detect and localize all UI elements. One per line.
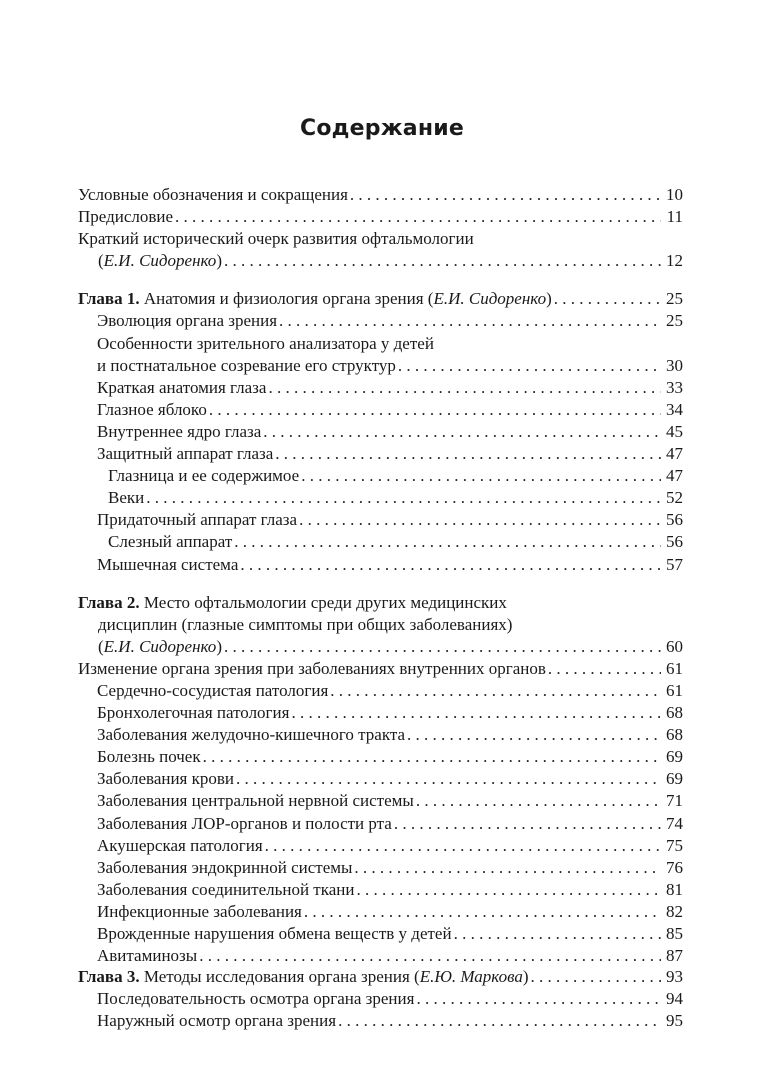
dot-leader bbox=[548, 658, 661, 680]
toc-chapter[interactable] bbox=[78, 288, 683, 310]
dot-leader bbox=[354, 857, 661, 879]
toc-page-number: 25 bbox=[666, 311, 683, 331]
toc-entry[interactable] bbox=[78, 790, 683, 812]
toc-entry[interactable] bbox=[78, 702, 683, 724]
dot-leader bbox=[279, 310, 661, 332]
toc-page-number: 47 bbox=[666, 444, 683, 464]
toc-page-number: 69 bbox=[666, 769, 683, 789]
toc-entry-title: Инфекционные заболевания bbox=[97, 901, 302, 921]
toc-entry[interactable] bbox=[78, 813, 683, 835]
dot-leader bbox=[531, 966, 661, 988]
dot-leader bbox=[398, 355, 661, 377]
toc-entry[interactable] bbox=[78, 658, 683, 680]
toc-entry-title: Особенности зрительного анализатора у детей bbox=[97, 333, 434, 353]
toc-entry-title: Последовательность осмотра органа зрения bbox=[97, 989, 415, 1009]
toc-page-number: 56 bbox=[666, 510, 683, 530]
table-of-contents bbox=[78, 184, 683, 1032]
toc-entry[interactable] bbox=[78, 768, 683, 790]
toc-page-number: 47 bbox=[666, 466, 683, 486]
dot-leader bbox=[416, 988, 661, 1010]
toc-page-number: 68 bbox=[666, 703, 683, 723]
dot-leader bbox=[224, 250, 661, 272]
toc-entry-title: Слезный аппарат bbox=[108, 532, 233, 552]
toc-entry-title: Эволюция органа зрения bbox=[97, 311, 278, 331]
toc-page-number: 74 bbox=[666, 813, 683, 833]
toc-page-number: 75 bbox=[666, 835, 683, 855]
dot-leader bbox=[175, 206, 661, 228]
toc-page-number: 94 bbox=[666, 989, 683, 1009]
dot-leader bbox=[338, 1010, 661, 1032]
toc-entry-title: Краткий исторический очерк развития офтальмологии bbox=[78, 229, 474, 249]
toc-entry-title: Глазница и ее содержимое bbox=[108, 466, 300, 486]
toc-page-number: 61 bbox=[666, 658, 683, 678]
dot-leader bbox=[416, 790, 661, 812]
toc-entry-title: Защитный аппарат глаза bbox=[97, 444, 274, 464]
toc-entry[interactable] bbox=[78, 310, 683, 332]
toc-entry-continuation[interactable] bbox=[78, 355, 683, 377]
toc-entry[interactable] bbox=[78, 901, 683, 923]
toc-page-number: 85 bbox=[666, 924, 683, 943]
page-title: Содержание bbox=[300, 116, 464, 141]
toc-entry[interactable] bbox=[78, 835, 683, 857]
toc-entry-title: Болезнь почек bbox=[97, 747, 201, 767]
toc-page-number: 30 bbox=[666, 355, 683, 375]
toc-entry[interactable] bbox=[78, 988, 683, 1010]
dot-leader bbox=[356, 879, 661, 901]
toc-entry-title: Веки bbox=[108, 488, 145, 508]
toc-page-number: 12 bbox=[666, 251, 683, 271]
toc-entry-title: дисциплин (глазные симптомы при общих заболеваниях) bbox=[98, 614, 513, 634]
toc-entry-continuation[interactable] bbox=[78, 250, 683, 272]
dot-leader bbox=[199, 945, 661, 967]
toc-entry-title: Заболевания центральной нервной системы bbox=[97, 791, 414, 811]
toc-entry[interactable] bbox=[78, 443, 683, 465]
chapter-prefix: Глава 2. bbox=[78, 592, 140, 612]
toc-entry-title: Краткая анатомия глаза bbox=[97, 377, 267, 397]
toc-entry[interactable] bbox=[78, 680, 683, 702]
toc-entry[interactable] bbox=[78, 184, 683, 206]
toc-entry-title: Изменение органа зрения при заболеваниях внутренних органов bbox=[78, 658, 546, 678]
toc-entry-title: Мышечная система bbox=[97, 554, 239, 574]
toc-entry-title: Бронхолегочная патология bbox=[97, 703, 290, 723]
dot-leader bbox=[454, 923, 661, 945]
toc-entry[interactable] bbox=[78, 377, 683, 399]
toc-chapter-title: Глава 1. Анатомия и физиология органа зрения (Е.И. Сидоренко) bbox=[78, 289, 552, 309]
toc-entry[interactable] bbox=[78, 554, 683, 576]
toc-page-number: 33 bbox=[666, 377, 683, 397]
toc-entry[interactable] bbox=[78, 724, 683, 746]
dot-leader bbox=[291, 702, 661, 724]
toc-entry-title: Внутреннее ядро глаза bbox=[97, 421, 262, 441]
toc-page-number: 71 bbox=[666, 791, 683, 811]
toc-entry-title: Заболевания ЛОР-органов и полости рта bbox=[97, 813, 392, 833]
dot-leader bbox=[301, 465, 661, 487]
toc-entry-title: (Е.И. Сидоренко) bbox=[98, 251, 222, 271]
dot-leader bbox=[209, 399, 661, 421]
toc-entry[interactable] bbox=[78, 879, 683, 901]
toc-page-number: 68 bbox=[666, 725, 683, 745]
toc-subentry[interactable] bbox=[78, 531, 683, 553]
dot-leader bbox=[304, 901, 661, 923]
dot-leader bbox=[265, 835, 661, 857]
toc-page-number: 11 bbox=[666, 207, 683, 227]
toc-page-number: 56 bbox=[666, 532, 683, 552]
toc-subentry[interactable] bbox=[78, 487, 683, 509]
toc-subentry[interactable] bbox=[78, 465, 683, 487]
toc-page-number: 34 bbox=[666, 399, 683, 419]
toc-entry[interactable] bbox=[78, 746, 683, 768]
toc-page-number: 57 bbox=[666, 554, 683, 574]
toc-page-number: 60 bbox=[666, 636, 683, 656]
toc-chapter[interactable] bbox=[78, 592, 683, 614]
dot-leader bbox=[234, 531, 661, 553]
dot-leader bbox=[146, 487, 661, 509]
dot-leader bbox=[407, 724, 661, 746]
chapter-prefix: Глава 3. bbox=[78, 967, 140, 987]
toc-page-number: 87 bbox=[666, 946, 683, 966]
dot-leader bbox=[299, 509, 661, 531]
author-name: Е.И. Сидоренко bbox=[103, 251, 217, 271]
toc-entry[interactable] bbox=[78, 923, 683, 945]
toc-page-number: 25 bbox=[666, 289, 683, 309]
toc-entry-title: Авитаминозы bbox=[97, 946, 198, 966]
toc-entry[interactable] bbox=[78, 945, 683, 967]
toc-entry-title: (Е.И. Сидоренко) bbox=[98, 636, 222, 656]
author-name: Е.Ю. Маркова bbox=[419, 967, 523, 987]
toc-chapter[interactable] bbox=[78, 966, 683, 988]
dot-leader bbox=[350, 184, 661, 206]
dot-leader bbox=[203, 746, 661, 768]
toc-entry-title: Условные обозначения и сокращения bbox=[78, 185, 348, 204]
toc-entry-title: Заболевания эндокринной системы bbox=[97, 857, 353, 877]
dot-leader bbox=[268, 377, 661, 399]
toc-page-number: 10 bbox=[666, 185, 683, 204]
dot-leader bbox=[330, 680, 661, 702]
toc-entry-title: Заболевания соединительной ткани bbox=[97, 879, 355, 899]
toc-entry-title: Наружный осмотр органа зрения bbox=[97, 1011, 337, 1031]
author-name: Е.И. Сидоренко bbox=[103, 636, 217, 656]
toc-page-number: 82 bbox=[666, 901, 683, 921]
toc-entry[interactable] bbox=[78, 509, 683, 531]
toc-entry-title: Врожденные нарушения обмена веществ у детей bbox=[97, 924, 452, 943]
toc-entry-title: Предисловие bbox=[78, 207, 174, 227]
toc-page-number: 95 bbox=[666, 1011, 683, 1031]
toc-page-number: 45 bbox=[666, 421, 683, 441]
toc-chapter-title: Глава 3. Методы исследования органа зрения (Е.Ю. Маркова) bbox=[78, 967, 529, 987]
toc-entry-title: Глазное яблоко bbox=[97, 399, 207, 419]
toc-entry[interactable] bbox=[78, 1010, 683, 1032]
toc-page-number: 81 bbox=[666, 879, 683, 899]
dot-leader bbox=[394, 813, 661, 835]
toc-entry-title: Придаточный аппарат глаза bbox=[97, 510, 298, 530]
toc-entry-title: и постнатальное созревание его структур bbox=[97, 355, 396, 375]
toc-page-number: 93 bbox=[666, 967, 683, 987]
toc-entry[interactable] bbox=[78, 228, 683, 250]
toc-entry[interactable] bbox=[78, 399, 683, 421]
toc-page-number: 76 bbox=[666, 857, 683, 877]
toc-entry-title: Заболевания желудочно-кишечного тракта bbox=[97, 725, 406, 745]
toc-chapter-title: Глава 2. Место офтальмологии среди других медицинских bbox=[78, 592, 507, 612]
toc-entry-title: Заболевания крови bbox=[97, 769, 235, 789]
dot-leader bbox=[263, 421, 661, 443]
toc-page-number: 61 bbox=[666, 680, 683, 700]
toc-entry[interactable] bbox=[78, 857, 683, 879]
dot-leader bbox=[236, 768, 661, 790]
dot-leader bbox=[240, 554, 661, 576]
toc-entry-continuation[interactable] bbox=[78, 636, 683, 658]
dot-leader bbox=[554, 288, 661, 310]
dot-leader bbox=[275, 443, 661, 465]
chapter-prefix: Глава 1. bbox=[78, 289, 140, 309]
toc-page-number: 69 bbox=[666, 747, 683, 767]
toc-entry-title: Сердечно-сосудистая патология bbox=[97, 680, 329, 700]
dot-leader bbox=[224, 636, 661, 658]
toc-entry-continuation[interactable] bbox=[78, 614, 683, 636]
toc-page-number: 52 bbox=[666, 488, 683, 508]
author-name: Е.И. Сидоренко bbox=[433, 289, 547, 309]
toc-entry[interactable] bbox=[78, 333, 683, 355]
toc-entry[interactable] bbox=[78, 421, 683, 443]
toc-entry-title: Акушерская патология bbox=[97, 835, 263, 855]
toc-entry[interactable] bbox=[78, 206, 683, 228]
